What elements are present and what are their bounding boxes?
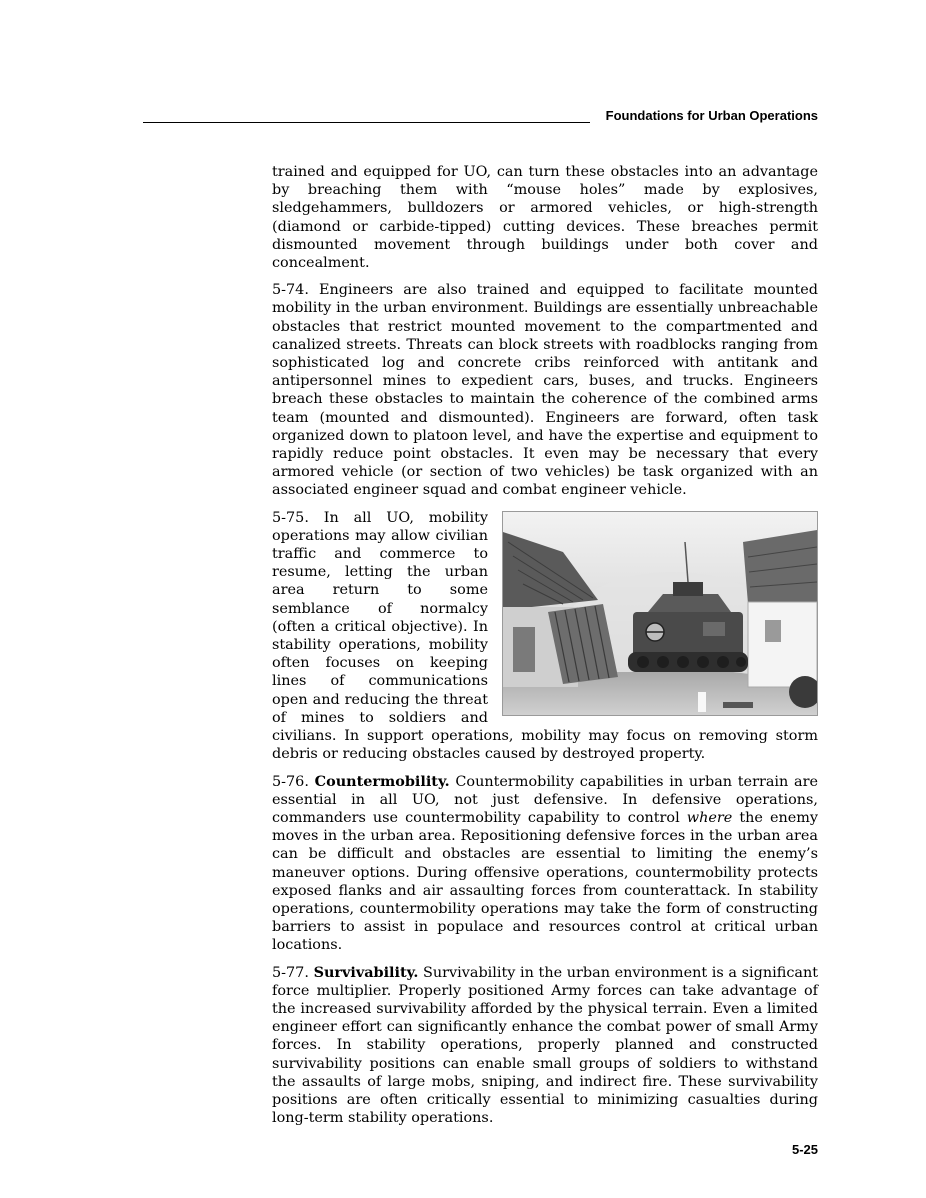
section-heading-countermobility: Countermobility. — [314, 772, 450, 790]
section-heading-survivability: Survivability. — [313, 963, 419, 981]
paragraph-5-76 — [272, 773, 818, 955]
paragraph-5-77 — [272, 964, 818, 1128]
paragraph-5-74: 5-74. Engineers are also trained and equipped to facilitate mounted mobility in the urban environment. Buildings are essentially unbreachable obstacles that restrict mounted movement to the compartmented and canalized streets. Threats can block streets with roadblocks ranging from sophisticated log and concrete cribs reinforced with antitank and antipersonnel mines to expedient cars, buses, and trucks. Engineers breach these obstacles to maintain the coherence of the combined arms team (mounted and dismounted). Engineers are forward, often task organized down to platoon level, and have the expertise and equipment to rapidly reduce point obstacles. It even may be necessary that every armored vehicle (or section of two vehicles) be task organized with an associated engineer squad and combat engineer vehicle. — [272, 282, 818, 499]
header-rule — [143, 122, 590, 123]
body-text — [272, 163, 818, 1136]
paragraph-text: Survivability in the urban environment is a significant force multiplier. Properly positioned Army forces can take advantage of the increased survivability afforded by the physical terrain. Even a limited engineer effort can significantly enhance the combat power of small Army forces. In stability operations, properly planned and constructed survivability positions can enable small groups of soldiers to withstand the assaults of large mobs, sniping, and indirect fire. These survivability positions are often critically essential to minimizing casualties during long-term stability operations. — [272, 964, 819, 1127]
paragraph-number: 5-76. — [272, 773, 309, 790]
emphasis-where: where — [686, 809, 733, 826]
paragraph-text: the enemy moves in the urban area. Repositioning defensive forces in the urban area can be difficult and obstacles are essential to limiting the enemy’s maneuver options. During offensive operations, countermobility protects exposed flanks and air assaulting forces from counterattack. In stability operations, countermobility operations may take the form of constructing barriers to assist in populace and resources control at critical urban locations. — [272, 809, 819, 954]
photo-armored-vehicle-icon — [502, 511, 818, 716]
paragraph-number: 5-77. — [272, 964, 309, 981]
paragraph-5-75: 5-75. In all UO, mobility operations may allow civilian traffic and commerce to resume, letting the urban area return to some semblance of normalcy (often a critical objective). In stability operations, mobility often focuses on keeping lines of communications open and reducing the threat of mines to soldiers and civilians. In support operations, mobility may focus on removing storm debris or reducing obstacles caused by destroyed property. — [272, 509, 818, 763]
paragraph-text: Countermobility capabilities in urban terrain are essential in all UO, not just defensive. In defensive operations, commanders use countermobility capability to control — [272, 773, 818, 826]
paragraph-intro: trained and equipped for UO, can turn these obstacles into an advantage by breaching them with “mouse holes” made by explosives, sledgehammers, bulldozers or armored vehicles, or high-strength (diamond or carbide-tipped) cutting devices. These breaches permit dismounted movement through buildings under both cover and concealment. — [272, 164, 818, 272]
page-number: 5-25 — [791, 1142, 818, 1157]
running-header: Foundations for Urban Operations — [605, 108, 818, 123]
